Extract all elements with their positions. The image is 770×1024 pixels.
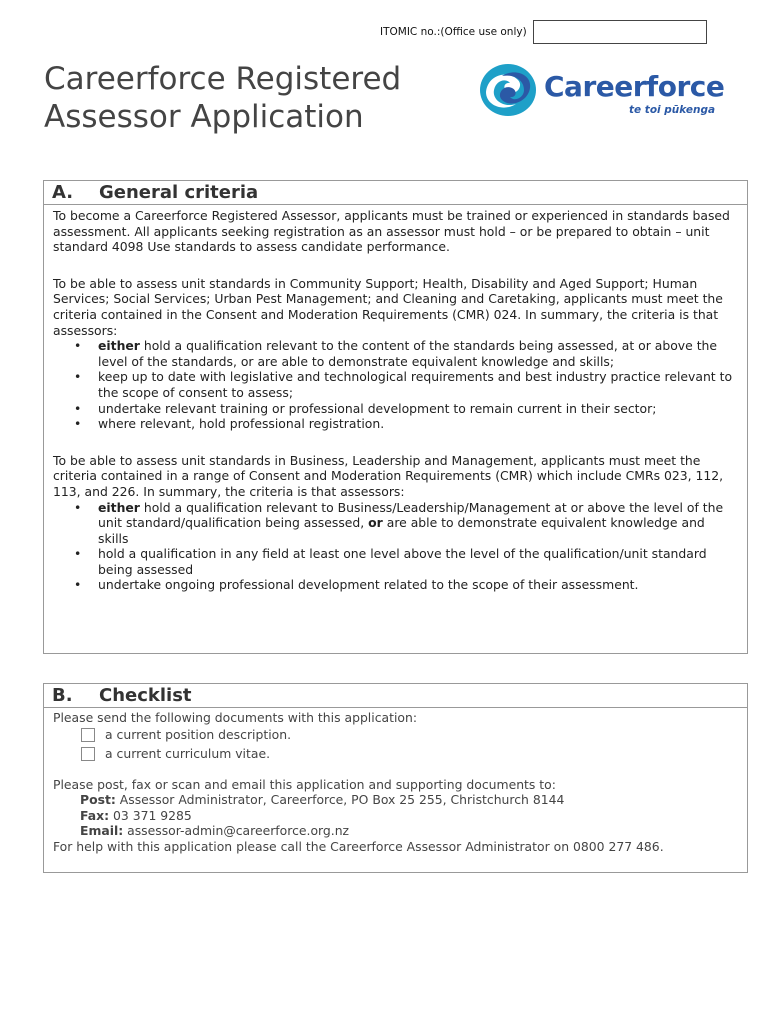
list-item: • where relevant, hold professional registration.: [74, 416, 385, 432]
section-checklist: [43, 683, 748, 873]
community-criteria-list: [53, 338, 738, 432]
section-a-intro: To become a Careerforce Registered Assessor, applicants must be trained or experienced in standards based assessment. All applicants seeking registration as an assessor must hold – or be prepared to obtain – unit standard 4098 Use standards to assess candidate performance.: [53, 208, 730, 255]
post-instructions: Please post, fax or scan and email this application and supporting documents to:: [53, 776, 556, 792]
bullet-icon: •: [74, 369, 82, 385]
curriculum-vitae-checkbox[interactable]: [81, 747, 95, 761]
bullet-icon: •: [74, 338, 82, 354]
business-criteria-list: [53, 500, 738, 594]
bullet-icon: •: [74, 546, 82, 562]
checklist-intro: Please send the following documents with this application:: [53, 710, 418, 725]
logo-wordmark: Careerforce: [544, 70, 725, 103]
careerforce-logo: [478, 62, 730, 120]
checklist-label: a current position description.: [105, 727, 292, 743]
list-item: • keep up to date with legislative and technological requirements and best industry practice relevant to the scope of consent to assess;: [74, 369, 733, 400]
bullet-icon: •: [74, 416, 82, 432]
itomic-label: ITOMIC no.:(Office use only): [380, 26, 527, 38]
section-b-letter: B.: [52, 685, 73, 706]
itomic-input[interactable]: [533, 20, 707, 44]
bullet-icon: •: [74, 577, 82, 593]
logo-tagline: te toi pūkenga: [629, 104, 716, 116]
position-description-checkbox[interactable]: [81, 728, 95, 742]
checklist-label: a current curriculum vitae.: [105, 746, 271, 762]
section-a-body: [44, 205, 747, 593]
careerforce-swirl-icon: [478, 62, 542, 118]
list-item: • hold a qualification in any field at least one level above the level of the qualification/unit standard being assessed: [74, 546, 707, 577]
checklist-item-curriculum-vitae: [53, 745, 738, 764]
section-a-title: General criteria: [99, 182, 259, 203]
checklist-item-position-description: [53, 726, 738, 745]
email-address: Email: assessor-admin@careerforce.org.nz: [80, 823, 350, 839]
itomic-field-group: [380, 20, 707, 44]
bullet-icon: •: [74, 499, 82, 515]
post-address: Post: Assessor Administrator, Careerforce, PO Box 25 255, Christchurch 8144: [80, 792, 565, 808]
section-a-letter: A.: [52, 182, 74, 203]
section-a-business-criteria: To be able to assess unit standards in Business, Leadership and Management, applicants must meet the criteria contained in a range of Consent and Moderation Requirements (CMR) which include CMRs 023, 112, 113, and 226. In summary, the criteria is that assessors:: [53, 452, 724, 499]
list-item: • undertake ongoing professional development related to the scope of their assessment.: [74, 577, 639, 593]
section-b-title: Checklist: [99, 685, 192, 706]
help-text: For help with this application please call the Careerforce Assessor Administrator on 0800 277 486.: [53, 838, 664, 854]
section-a-community-criteria: To be able to assess unit standards in Community Support; Health, Disability and Aged Support; Human Services; Social Services; Urban Pest Management; and Cleaning and Caretaking, applicants must meet the criteria contained in the Consent and Moderation Requirements (CMR) 024. In summary, the criteria is that assessors:: [53, 275, 723, 338]
section-b-body: [44, 708, 747, 855]
list-item: • undertake relevant training or professional development to remain current in their sector;: [74, 400, 657, 416]
list-item: • either hold a qualification relevant to the content of the standards being assessed, at or above the level of the standards, or are able to demonstrate equivalent knowledge and skills;: [74, 338, 718, 369]
section-b-header: [44, 684, 747, 708]
fax-number: Fax: 03 371 9285: [80, 807, 192, 823]
list-item: • either hold a qualification relevant to Business/Leadership/Management at or above the level of the unit standard/qualification being assessed, or are able to demonstrate equivalent knowledge and skills: [74, 499, 724, 546]
bullet-icon: •: [74, 400, 82, 416]
section-a-header: [44, 181, 747, 205]
section-general-criteria: [43, 180, 748, 654]
page-title: Careerforce Registered Assessor Application: [44, 61, 402, 135]
